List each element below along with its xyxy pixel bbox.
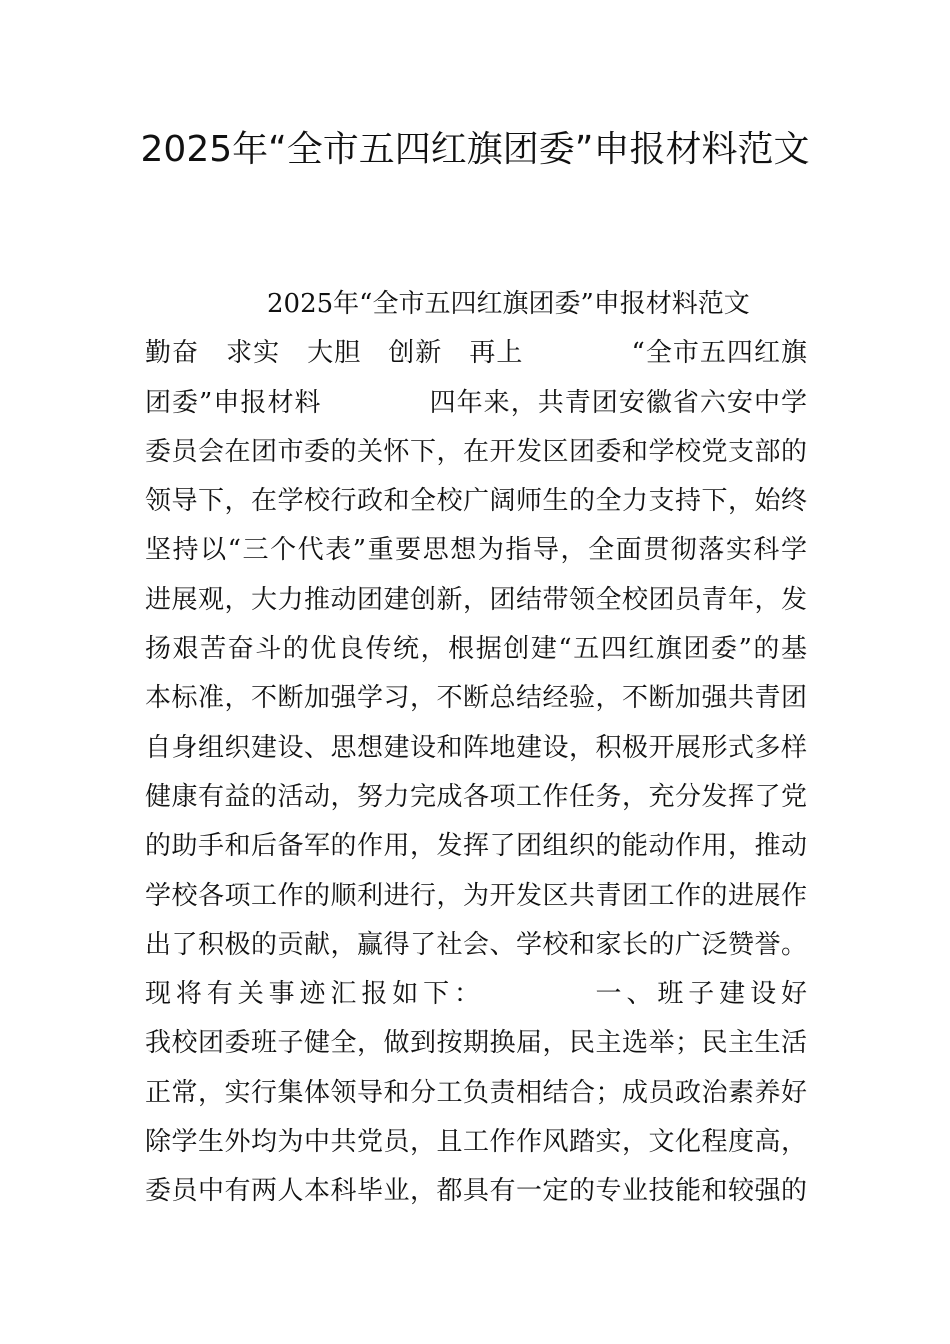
body-line: 健康有益的活动，努力完成各项工作任务，充分发挥了党 (145, 781, 807, 812)
body-line: 委员会在团市委的关怀下，在开发区团委和学校党支部的 (145, 436, 807, 467)
body-line: 委员中有两人本科毕业，都具有一定的专业技能和较强的 (145, 1176, 807, 1207)
body-line: 除学生外均为中共党员，且工作作风踏实，文化程度高， (145, 1127, 807, 1158)
body-line: 2025年“全市五四红旗团委”申报材料范文 (267, 289, 750, 319)
body-line: 领导下，在学校行政和全校广阔师生的全力支持下，始终 (145, 486, 807, 517)
body-line: 自身组织建设、思想建设和阵地建设，积极开展形式多样 (145, 732, 807, 763)
body-line: 学校各项工作的顺利进行，为开发区共青团工作的进展作 (145, 880, 807, 911)
body-line: 扬艰苦奋斗的优良传统，根据创建“五四红旗团委”的基 (145, 634, 807, 665)
document-body (145, 280, 807, 1217)
body-line: 我校团委班子健全，做到按期换届，民主选举；民主生活 (145, 1028, 807, 1059)
body-line: 出了积极的贡献，赢得了社会、学校和家长的广泛赞誉。 (145, 929, 807, 960)
body-line: 坚持以“三个代表”重要思想为指导，全面贯彻落实科学 (145, 535, 807, 566)
body-line: 本标准，不断加强学习，不断总结经验，不断加强共青团 (145, 683, 807, 714)
body-line: 的助手和后备军的作用，发挥了团组织的能动作用，推动 (145, 831, 807, 862)
document-title: 2025年“全市五四红旗团委”申报材料范文 (140, 129, 810, 170)
body-line: 进展观，大力推动团建创新，团结带领全校团员青年，发 (145, 584, 807, 615)
body-line: 正常，实行集体领导和分工负责相结合；成员政治素养好 (145, 1077, 807, 1108)
body-line: 勤奋 求实 大胆 创新 再上 “全市五四红旗 (145, 338, 807, 369)
body-line: 现将有关事迹汇报如下： 一、班子建设好 (145, 979, 807, 1010)
body-line: 团委”申报材料 四年来，共青团安徽省六安中学 (145, 387, 807, 418)
